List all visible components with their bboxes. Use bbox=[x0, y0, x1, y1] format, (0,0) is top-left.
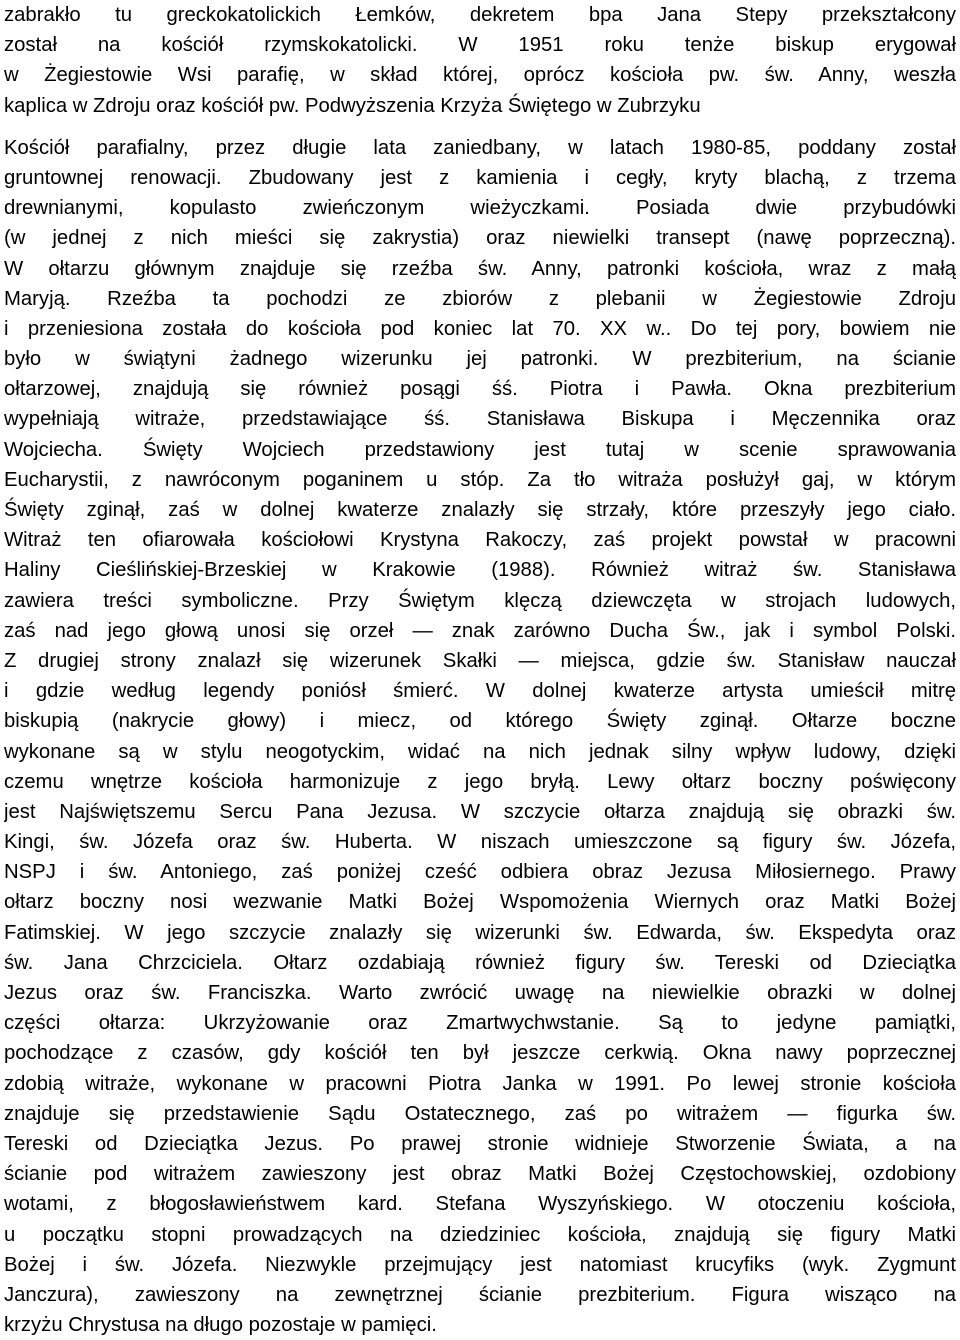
text-line: ścianie pod witrażem zawieszony jest obraz Matki Bożej Częstochowskiej, ozdobiony bbox=[4, 1163, 956, 1186]
text-line: ołtarzowej, znajdują się również posągi śś. Piotra i Pawła. Okna prezbiterium bbox=[4, 378, 956, 401]
text-line: części ołtarza: Ukrzyżowanie oraz Zmartwychwstanie. Są to jedyne pamiątki, bbox=[4, 1012, 956, 1035]
text-line: u początku stopni prowadzących na dziedziniec kościoła, znajdują się figury Matki bbox=[4, 1223, 956, 1246]
text-line: biskupią (nakrycie głowy) i miecz, od którego Święty zginął. Ołtarze boczne bbox=[4, 710, 956, 733]
paragraph-gap bbox=[4, 121, 956, 133]
text-line: było w świątyni żadnego wizerunku jej patronki. W prezbiterium, na ścianie bbox=[4, 348, 956, 371]
text-line: Bożej i św. Józefa. Niezwykle przejmujący jest natomiast krucyfiks (wyk. Zygmunt bbox=[4, 1253, 956, 1276]
text-line: i przeniesiona została do kościoła pod koniec lat 70. XX w.. Do tej pory, bowiem nie bbox=[4, 317, 956, 340]
text-line: i gdzie według legendy poniósł śmierć. W dolnej kwaterze artysta umieścił mitrę bbox=[4, 680, 956, 703]
text-line: Z drugiej strony znalazł się wizerunek Skałki — miejsca, gdzie św. Stanisław nauczał bbox=[4, 649, 956, 672]
text-line: Maryją. Rzeźba ta pochodzi ze zbiorów z plebanii w Żegiestowie Zdroju bbox=[4, 287, 956, 310]
text-line: Haliny Cieślińskiej-Brzeskiej w Krakowie (1988). Również witraż św. Stanisława bbox=[4, 559, 956, 582]
text-line: jest Najświętszemu Sercu Pana Jezusa. W szczycie ołtarza znajdują się obrazki św. bbox=[4, 800, 956, 823]
text-line: Jezus oraz św. Franciszka. Warto zwrócić uwagę na niewielkie obrazki w dolnej bbox=[4, 982, 956, 1004]
text-line: wykonane są w stylu neogotyckim, widać na nich jednak silny wpływ ludowy, dzięki bbox=[4, 740, 956, 763]
text-line: Wojciecha. Święty Wojciech przedstawiony jest tutaj w scenie sprawowania bbox=[4, 438, 956, 461]
text-line: zdobią witraże, wykonane w pracowni Piotra Janka w 1991. Po lewej stronie kościoła bbox=[4, 1072, 956, 1095]
text-line: zawiera treści symboliczne. Przy Świętym klęczą dziewczęta w strojach ludowych, bbox=[4, 589, 956, 612]
text-line: wotami, z błogosławieństwem kard. Stefana Wyszyńskiego. W otoczeniu kościoła, bbox=[4, 1193, 956, 1216]
text-line: Witraż ten ofiarowała kościołowi Krystyna Rakoczy, zaś projekt powstał w pracowni bbox=[4, 529, 956, 552]
text-line: pochodzące z czasów, gdy kościół ten był jeszcze cerkwią. Okna nawy poprzecznej bbox=[4, 1042, 956, 1065]
text-line: Eucharystii, z nawróconym poganinem u stóp. Za tło witraża posłużył gaj, w którym bbox=[4, 468, 956, 491]
text-line: znajduje się przedstawienie Sądu Ostatecznego, zaś po witrażem — figurka św. bbox=[4, 1102, 956, 1125]
text-line: św. Jana Chrzciciela. Ołtarz ozdabiają również figury św. Tereski od Dzieciątka bbox=[4, 951, 956, 974]
text-line: w Żegiestowie Wsi parafię, w skład której, oprócz kościoła pw. św. Anny, weszła bbox=[4, 64, 956, 87]
text-line: Kościół parafialny, przez długie lata zaniedbany, w latach 1980-85, poddany został bbox=[4, 136, 956, 159]
text-line: Święty zginął, zaś w dolnej kwaterze znalazły się strzały, które przeszyły jego ciało. bbox=[4, 499, 956, 521]
text-line: zaś nad jego głową unosi się orzeł — znak zarówno Ducha Św., jak i symbol Polski. bbox=[4, 619, 956, 642]
text-line: kaplica w Zdroju oraz kościół pw. Podwyższenia Krzyża Świętego w Zubrzyku bbox=[4, 94, 701, 117]
text-line: ołtarz boczny nosi wezwanie Matki Bożej Wspomożenia Wiernych oraz Matki Bożej bbox=[4, 891, 956, 914]
text-line: gruntownej renowacji. Zbudowany jest z kamienia i cegły, kryty blachą, z trzema bbox=[4, 166, 956, 189]
paragraph-1 bbox=[4, 0, 956, 121]
text-line: drewnianymi, kopulasto zwieńczonym wieżyczkami. Posiada dwie przybudówki bbox=[4, 197, 956, 220]
text-line: Fatimskiej. W jego szczycie znalazły się wizerunki św. Edwarda, św. Ekspedyta oraz bbox=[4, 921, 956, 944]
text-line: (w jednej z nich mieści się zakrystia) oraz niewielki transept (nawę poprzeczną). bbox=[4, 227, 956, 250]
paragraph-2 bbox=[4, 133, 956, 1340]
document-page bbox=[4, 0, 956, 1340]
text-line: Janczura), zawieszony na zewnętrznej ścianie prezbiterium. Figura wisząco na bbox=[4, 1283, 956, 1306]
text-line: zabrakło tu greckokatolickich Łemków, dekretem bpa Jana Stepy przekształcony bbox=[4, 4, 956, 26]
text-line: czemu wnętrze kościoła harmonizuje z jego bryłą. Lewy ołtarz boczny poświęcony bbox=[4, 770, 956, 793]
text-line: W ołtarzu głównym znajduje się rzeźba św. Anny, patronki kościoła, wraz z małą bbox=[4, 257, 956, 280]
text-line: Kingi, św. Józefa oraz św. Huberta. W niszach umieszczone są figury św. Józefa, bbox=[4, 831, 956, 854]
text-line: NSPJ i św. Antoniego, zaś poniżej cześć odbiera obraz Jezusa Miłosiernego. Prawy bbox=[4, 861, 956, 884]
text-line: wypełniają witraże, przedstawiające śś. Stanisława Biskupa i Męczennika oraz bbox=[4, 408, 956, 431]
text-line: Tereski od Dzieciątka Jezus. Po prawej stronie widnieje Stworzenie Świata, a na bbox=[4, 1132, 956, 1155]
text-line: został na kościół rzymskokatolicki. W 1951 roku tenże biskup erygował bbox=[4, 34, 956, 57]
text-line: krzyżu Chrystusa na długo pozostaje w pamięci. bbox=[4, 1314, 437, 1337]
